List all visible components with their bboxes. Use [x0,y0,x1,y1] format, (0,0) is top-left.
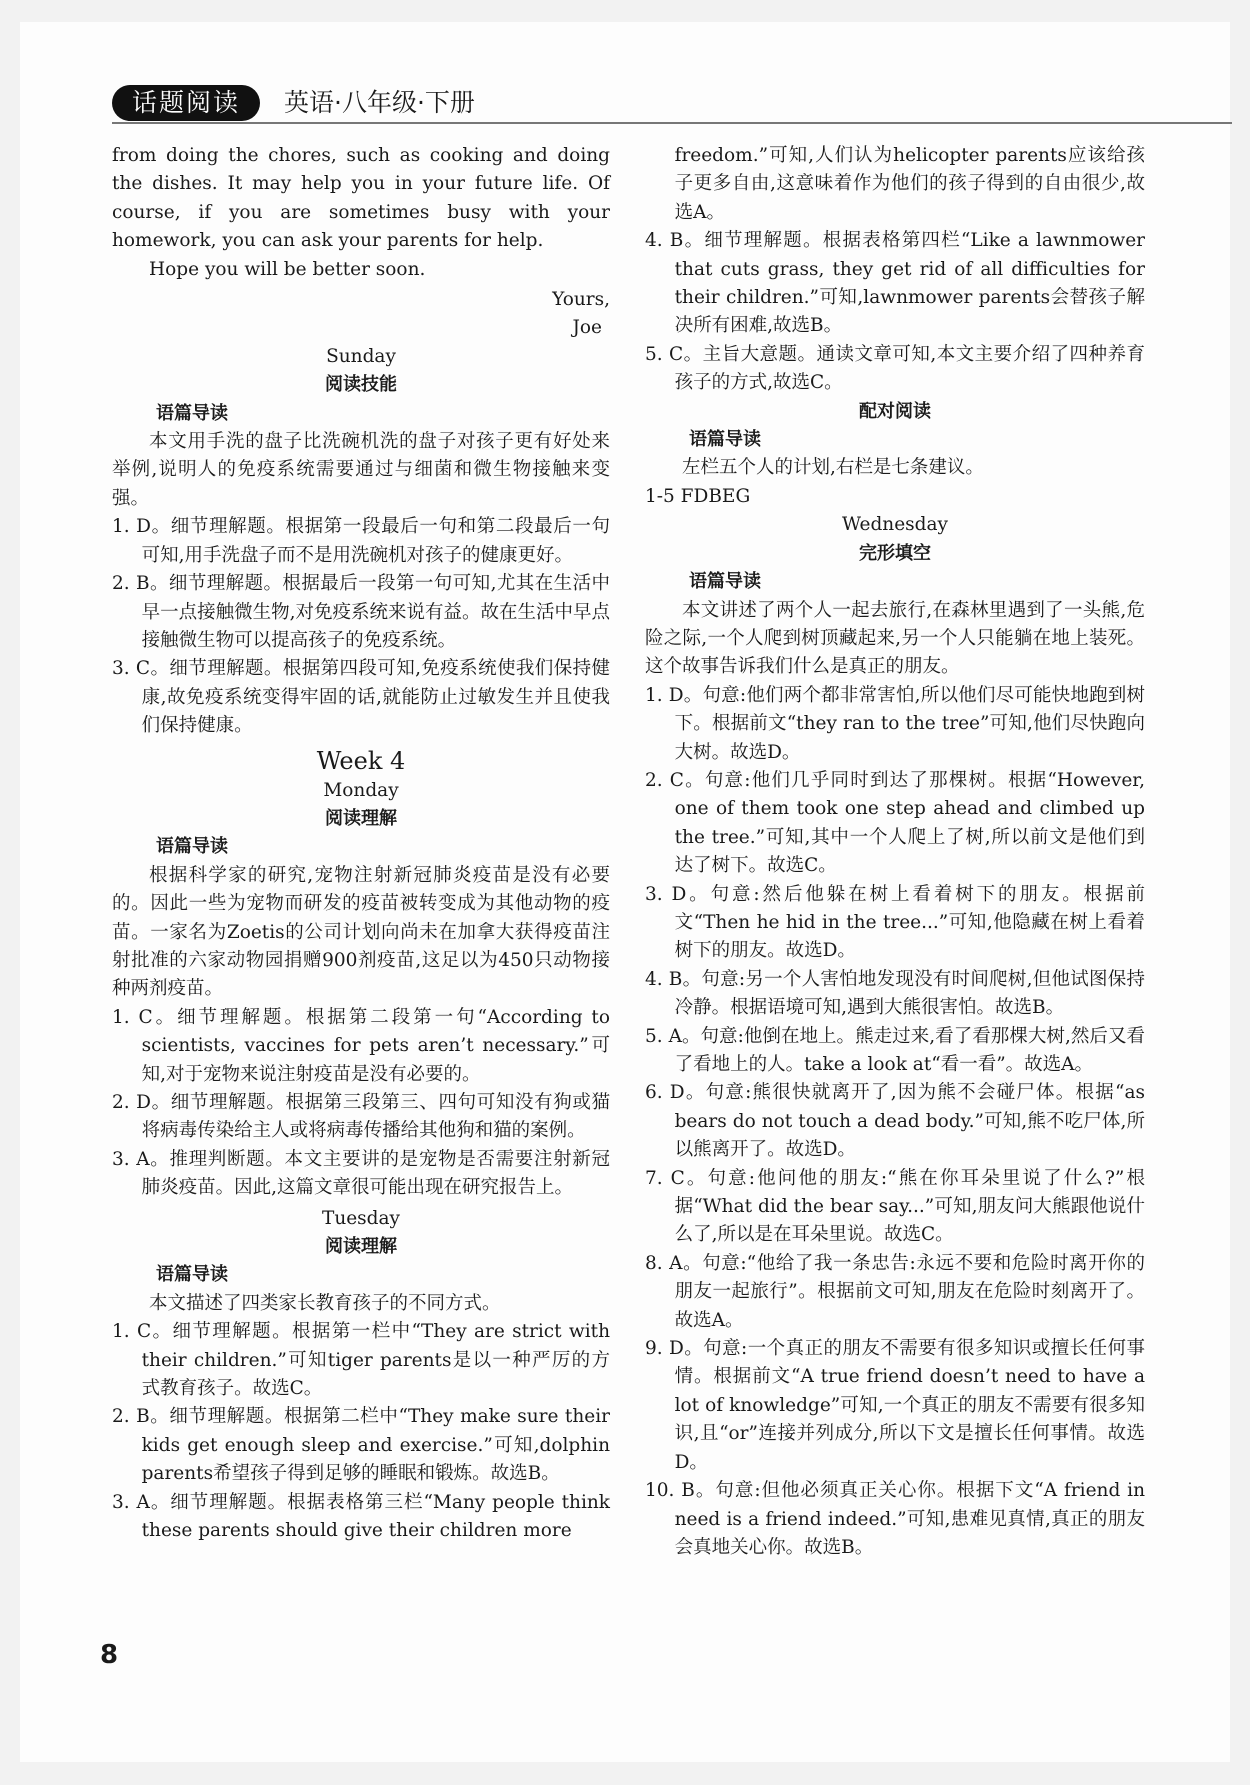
guide-label: 语篇导读 [156,836,228,858]
answer-item: 2. B。细节理解题。根据最后一段第一句可知,尤其在生活中早一点接触微生物,对免疫系统来说有益。故在生活中早点接触微生物可以提高孩子的免疫系统。 [112,573,610,651]
guide-text: 本文描述了四类家长教育孩子的不同方式。 [149,1292,501,1314]
guide-text: 本文讲述了两个人一起去旅行,在森林里遇到了一头熊,危险之际,一个人爬到树顶藏起来,另一个人只能躺在地上装死。这个故事告诉我们什么是真正的朋友。 [645,599,1145,678]
topic-reading-badge: 话题阅读 [112,85,260,121]
letter-closing: Yours, [552,289,610,311]
answer-item: 8. A。句意:“他给了我一条忠告:永远不要和危险时离开你的朋友一起旅行”。根据前文可知,朋友在危险时刻离开了。故选A。 [645,1252,1145,1331]
guide-label: 语篇导读 [689,571,761,593]
answer-item: 1. D。细节理解题。根据第一段最后一句和第二段最后一句可知,用手洗盘子而不是用洗碗机对孩子的健康更好。 [112,516,610,566]
guide-label: 语篇导读 [156,1264,228,1286]
page-number: 8 [100,1640,119,1670]
section-heading: 阅读理解 [325,807,397,829]
day-heading-wednesday: Wednesday [842,514,948,536]
section-heading: 配对阅读 [859,400,931,422]
guide-text: 本文用手洗的盘子比洗碗机洗的盘子对孩子更有好处来举例,说明人的免疫系统需要通过与细菌和微生物接触来变强。 [112,431,610,509]
answer-item: 5. A。句意:他倒在地上。熊走过来,看了看那棵大树,然后又看了看地上的人。take a look at“看一看”。故选A。 [645,1025,1145,1075]
answer-item: 9. D。句意:一个真正的朋友不需要有很多知识或擅长任何事情。根据前文“A true friend doesn’t need to have a lot of knowledge”可知,一个真正的朋友不需要有很多知识,且“or”连接并列成分,所以下文是擅长任何事情。故选D。 [645,1338,1145,1473]
letter-paragraph: from doing the chores, such as cooking and doing the dishes. It may help you in your future life. Of course, if you are sometimes busy with your homework, you can ask your parents for help. [112,145,610,252]
guide-label: 语篇导读 [156,402,228,424]
answer-item: 4. B。细节理解题。根据表格第四栏“Like a lawnmower that cuts grass, they get rid of all difficulties for their children.”可知,lawnmower parents会替孩子解决所有困难,故选B。 [645,230,1145,337]
answer-item: 2. B。细节理解题。根据第二栏中“They make sure their kids get enough sleep and exercise.”可知,dolphin parents希望孩子得到足够的睡眠和锻炼。故选B。 [112,1406,610,1485]
section-heading: 完形填空 [859,542,931,564]
day-heading-sunday: Sunday [326,345,396,367]
answer-item: 3. A。推理判断题。本文主要讲的是宠物是否需要注射新冠肺炎疫苗。因此,这篇文章很可能出现在研究报告上。 [112,1148,610,1199]
answer-item: 3. A。细节理解题。根据表格第三栏“Many people think these parents should give their children more [112,1491,610,1542]
section-heading: 阅读技能 [325,374,397,396]
week-heading: Week 4 [316,746,406,775]
answer-item: 6. D。句意:熊很快就离开了,因为熊不会碰尸体。根据“as bears do not touch a dead body.”可知,熊不吃尸体,所以熊离开了。故选D。 [645,1082,1145,1161]
answer-item: 4. B。句意:另一个人害怕地发现没有时间爬树,但他试图保持冷静。根据语境可知,遇到大熊很害怕。故选B。 [645,968,1145,1019]
answer-item: 5. C。主旨大意题。通读文章可知,本文主要介绍了四种养育孩子的方式,故选C。 [645,343,1145,394]
answer-item: 10. B。句意:但他必须真正关心你。根据下文“A friend in need is a friend indeed.”可知,患难见真情,真正的朋友会真地关心你。故选B。 [645,1480,1145,1558]
section-heading: 阅读理解 [325,1236,397,1258]
answer-item: 3. D。句意:然后他躲在树上看着树下的朋友。根据前文“Then he hid in the tree...”可知,他隐藏在树上看着树下的朋友。故选D。 [645,883,1145,962]
guide-label: 语篇导读 [689,429,761,451]
book-title: 英语·八年级·下册 [284,88,475,117]
answer-continuation: freedom.”可知,人们认为helicopter parents应该给孩子更多自由,这意味着作为他们的孩子得到的自由很少,故选A。 [674,145,1145,223]
answer-item: 3. C。细节理解题。根据第四段可知,免疫系统使我们保持健康,故免疫系统变得牢固的话,就能防止过敏发生并且使我们保持健康。 [112,658,610,737]
right-column [645,142,1145,1562]
letter-signature: Joe [572,317,602,339]
matching-answers: 1-5 FDBEG [645,485,751,507]
answer-item: 1. C。细节理解题。根据第二段第一句“According to scientists, vaccines for pets aren’t necessary.”可知,对于宠物来说注射疫苗是没有必要的。 [112,1006,610,1085]
guide-text: 左栏五个人的计划,右栏是七条建议。 [682,457,984,479]
left-column [112,142,610,1546]
header-rule [112,122,1232,124]
answer-item: 2. D。细节理解题。根据第三段第三、四句可知没有狗或猫将病毒传染给主人或将病毒传播给其他狗和猫的案例。 [112,1092,610,1142]
answer-item: 7. C。句意:他问他的朋友:“熊在你耳朵里说了什么?”根据“What did the bear say...”可知,朋友问大熊跟他说什么了,所以是在耳朵里说。故选C。 [645,1167,1145,1246]
day-heading-tuesday: Tuesday [321,1207,401,1229]
day-heading-monday: Monday [323,779,399,801]
letter-paragraph: Hope you will be better soon. [149,258,426,280]
answer-item: 2. C。句意:他们几乎同时到达了那棵树。根据“However, one of them took one step ahead and climbed up the tree.”可知,其中一个人爬上了树,所以前文是他们到达了树下。故选C。 [645,769,1145,877]
guide-text: 根据科学家的研究,宠物注射新冠肺炎疫苗是没有必要的。因此一些为宠物而研发的疫苗被转变成为其他动物的疫苗。一家名为Zoetis的公司计划向尚未在加拿大获得疫苗注射批准的六家动物园捐赠900剂疫苗,这足以为450只动物接种两剂疫苗。 [112,864,610,1000]
answer-item: 1. C。细节理解题。根据第一栏中“They are strict with their children.”可知tiger parents是以一种严厉的方式教育孩子。故选C。 [112,1321,610,1400]
answer-item: 1. D。句意:他们两个都非常害怕,所以他们尽可能快地跑到树下。根据前文“they ran to the tree”可知,他们尽快跑向大树。故选D。 [645,684,1145,763]
